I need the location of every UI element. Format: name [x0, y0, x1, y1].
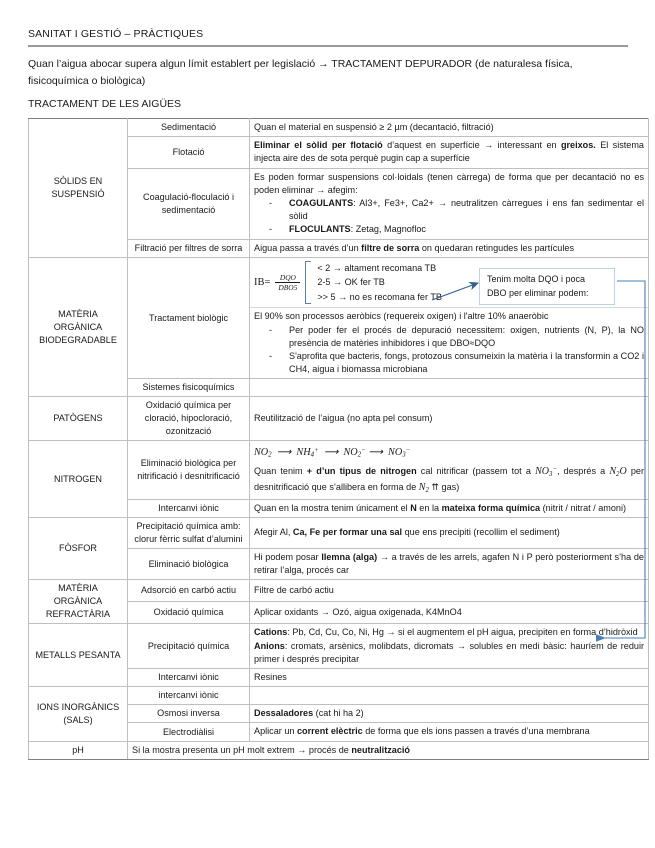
- desc-bold: + d’un tipus de nitrogen: [306, 465, 417, 476]
- table-row: [29, 441, 649, 499]
- ib-denominator: DBO5: [275, 282, 300, 292]
- list-item: [267, 223, 644, 236]
- group-label-ph: pH: [29, 741, 128, 759]
- cations-bold: Cations: [254, 627, 288, 638]
- desc-bold: mateixa forma química: [441, 502, 541, 513]
- title-divider: [28, 45, 628, 47]
- math-n2o: $N_2O$: [609, 465, 627, 478]
- bullet-text: : Zetag, Magnofloc: [350, 224, 426, 235]
- math-n2: $N_2$: [418, 481, 429, 494]
- brace-bracket: [305, 261, 311, 305]
- group-label-solids: SÒLIDS EN SUSPENSIÓ: [29, 119, 128, 258]
- description-cell: Reutilització de l’aigua (no apta pel consum): [250, 397, 649, 441]
- desc-bold: Ca, Fe per formar una sal: [292, 527, 403, 538]
- bullet-list: [254, 324, 644, 377]
- method-label: Precipitació química amb: clorur fèrric sulfat d’alumini: [128, 518, 250, 549]
- desc-bold: neutralització: [351, 744, 410, 755]
- desc-text: Es poden formar suspensions col·loidals (tenen càrrega) de forma que per decantació no es poden eliminar → afegim:: [254, 171, 644, 195]
- description-cell: [250, 705, 649, 723]
- method-label: Oxidació química: [128, 602, 250, 624]
- description-cell: [250, 518, 649, 549]
- description-cell: [250, 723, 649, 741]
- desc-text: → a través de les arrels, agafen N i P però posteriorment s’ha de retirar l’alga, procés car: [254, 552, 644, 576]
- group-label-fosfor: FÒSFOR: [29, 518, 128, 580]
- method-label: Eliminació biològica: [128, 549, 250, 580]
- table-row: [29, 119, 649, 137]
- table-row: [29, 397, 649, 441]
- method-label: Osmosi inversa: [128, 705, 250, 723]
- annotation-callout: [479, 268, 615, 305]
- table-row: [29, 580, 649, 602]
- desc-bold: Dessaladores: [254, 708, 314, 719]
- method-label: Electrodiàlisi: [128, 723, 250, 741]
- table-row: [29, 624, 649, 669]
- ib-range: 2-5 → OK fer TB: [317, 277, 385, 288]
- desc-bold: filtre de sorra: [361, 242, 420, 253]
- desc-text: de forma que els ions passen a través d’una membrana: [362, 726, 590, 737]
- group-label-nitrogen: NITROGEN: [29, 441, 128, 518]
- desc-text: Hi podem posar: [254, 552, 322, 563]
- description-cell: Quan el material en suspensió ≥ 2 µm (decantació, filtració): [250, 119, 649, 137]
- desc-text: El 90% son processos aeròbics (requereix oxigen) i l'altre 10% anaeròbic: [254, 311, 549, 322]
- description-cell: [250, 239, 649, 257]
- group-label-refractaria: MATÈRIA ORGÀNICA REFRACTÀRIA: [29, 580, 128, 624]
- desc-text: que ens precipiti (recollim el sediment): [402, 527, 560, 538]
- list-item: - Per poder fer el procés de depuració necessitem: oxigen, nutrients (N, P), la NO presència de matèries inhibidores i que DBO≈DQO: [267, 324, 644, 350]
- ib-numerator: DQO: [279, 273, 296, 283]
- method-label: Sistemes fisicoquímics: [128, 379, 250, 397]
- description-cell: [250, 549, 649, 580]
- desc-bold: greixos.: [560, 140, 596, 151]
- description-cell: [250, 687, 649, 705]
- desc-bold: Eliminar el sòlid per flotació: [254, 140, 383, 151]
- desc-text-block: [254, 463, 644, 497]
- group-label-biodegradable: MATÈRIA ORGÀNICA BIODEGRADABLE: [29, 257, 128, 397]
- desc-text: Quan en la mostra tenim únicament el: [254, 502, 411, 513]
- group-label-patogens: PATÒGENS: [29, 397, 128, 441]
- list-item: [267, 197, 644, 223]
- method-label: Flotació: [128, 137, 250, 168]
- anions-text: : cromats, arsènics, molibdats, dicromats → solubles en medi bàsic: hauríem de reduir primer i després precipitar: [254, 640, 644, 664]
- method-label: Intercanvi iònic: [128, 499, 250, 517]
- table-row: [29, 687, 649, 705]
- desc-bold: llemna (alga): [321, 552, 378, 563]
- desc-text: on quedaran retingudes les partícules: [419, 242, 574, 253]
- desc-text: (nitrit / nitrat / amoni): [540, 502, 627, 513]
- description-cell: [250, 137, 649, 168]
- desc-text: en la: [416, 502, 442, 513]
- callout-line-1: Tenim molta DQO i poca: [487, 274, 586, 284]
- cations-line: [254, 626, 644, 639]
- description-cell: Filtre de carbó actiu: [250, 580, 649, 602]
- inner-divider: [249, 307, 649, 308]
- description-cell: [250, 441, 649, 499]
- ib-range: >> 5 → no es recomana fer TB: [317, 291, 442, 302]
- bullet-bold: COAGULANTS: [289, 198, 354, 209]
- method-label: Adsorció en carbó actiu: [128, 580, 250, 602]
- method-label: Intercanvi iònic: [128, 669, 250, 687]
- method-label: Filtració per filtres de sorra: [128, 239, 250, 257]
- description-cell: Resines: [250, 669, 649, 687]
- ib-range: < 2 → altament recomana TB: [317, 262, 437, 273]
- method-label: intercanvi iònic: [128, 687, 250, 705]
- description-cell: [250, 168, 649, 239]
- ib-label: IB=: [254, 276, 271, 288]
- callout-line-2: DBO per eliminar podem:: [487, 287, 589, 298]
- anions-bold: Anions: [254, 640, 285, 651]
- ib-ranges: [317, 261, 442, 305]
- desc-text: Aplicar un: [254, 726, 297, 737]
- treatments-table: [28, 118, 649, 760]
- desc-text: per desnitrificació que s’allibera en forma de: [254, 465, 644, 492]
- desc-text: d’aquest en superfície → interessant en: [382, 140, 561, 151]
- desc-bold: corrent elèctric: [296, 726, 363, 737]
- desc-text: Quan tenim: [254, 465, 307, 476]
- desc-text: Si la mostra presenta un pH molt extrem → procés de: [132, 744, 352, 755]
- desc-text: (cat hi ha 2): [313, 708, 364, 719]
- page-title: SANITAT I GESTIÓ – PRÀCTIQUES: [28, 28, 204, 40]
- method-label: Coagulació-floculació i sedimentació: [128, 168, 250, 239]
- cations-text: : Pb, Cd, Cu, Co, Ni, Hg → si el augmentem el pH aigua, precipiten en forma d’hidròxid: [287, 627, 638, 638]
- table-row: [29, 741, 649, 759]
- ib-fraction: [275, 273, 300, 292]
- desc-text: Aigua passa a través d’un: [254, 242, 362, 253]
- method-label: Tractament biològic: [128, 257, 250, 379]
- desc-text: Afegir Al,: [254, 527, 293, 538]
- group-label-ions: IONS INORGÀNICS (SALS): [29, 687, 128, 741]
- table-row: [29, 518, 649, 549]
- desc-text: cal nitrificar (passem tot a: [416, 465, 536, 476]
- desc-bold: N: [410, 502, 417, 513]
- description-cell: Aplicar oxidants → Ozó, aigua oxigenada, K4MnO4: [250, 602, 649, 624]
- math-no3: $NO_3^-$: [535, 465, 557, 478]
- bullet-text: : Al3+, Fe3+, Ca2+ → neutralitzen càrregues i ens fan sedimentar el sòlid: [289, 198, 644, 222]
- description-cell: [250, 624, 649, 669]
- method-label: Eliminació biològica per nitrificació i desnitrificació: [128, 441, 250, 499]
- description-cell: [250, 499, 649, 517]
- description-cell: [128, 741, 649, 759]
- method-label: Sedimentació: [128, 119, 250, 137]
- bullet-bold: FLOCULANTS: [289, 224, 351, 235]
- intro-paragraph: Quan l’aigua abocar supera algun límit establert per legislació → TRACTAMENT DEPURADOR (de naturalesa física, fisicoquímica o biològica): [28, 58, 573, 87]
- section-heading: TRACTAMENT DE LES AIGÜES: [28, 98, 182, 110]
- group-label-metalls: METALLS PESANTA: [29, 624, 128, 687]
- desc-text: ⇈ gas): [428, 481, 460, 492]
- anions-line: [254, 640, 644, 666]
- desc-text: El sistema injecta aire des de sota perquè pugin cap a superfície: [254, 140, 644, 164]
- desc-text: , després a: [556, 465, 610, 476]
- bullet-list: [254, 197, 644, 237]
- description-cell: [250, 379, 649, 397]
- nitrogen-equation: $NO_2$ ⟶ $NH_4^+$ ⟶ $NO_2^-$ ⟶ $NO_3^-$: [254, 447, 411, 460]
- method-label: Precipitació química: [128, 624, 250, 669]
- method-label: Oxidació química per cloració, hipocloració, ozonització: [128, 397, 250, 441]
- list-item: - S'aprofita que bacteris, fongs, protozous consumeixin la matèria i la transformin a CO2 i CH4, aigua i biomassa microbiana: [267, 350, 644, 376]
